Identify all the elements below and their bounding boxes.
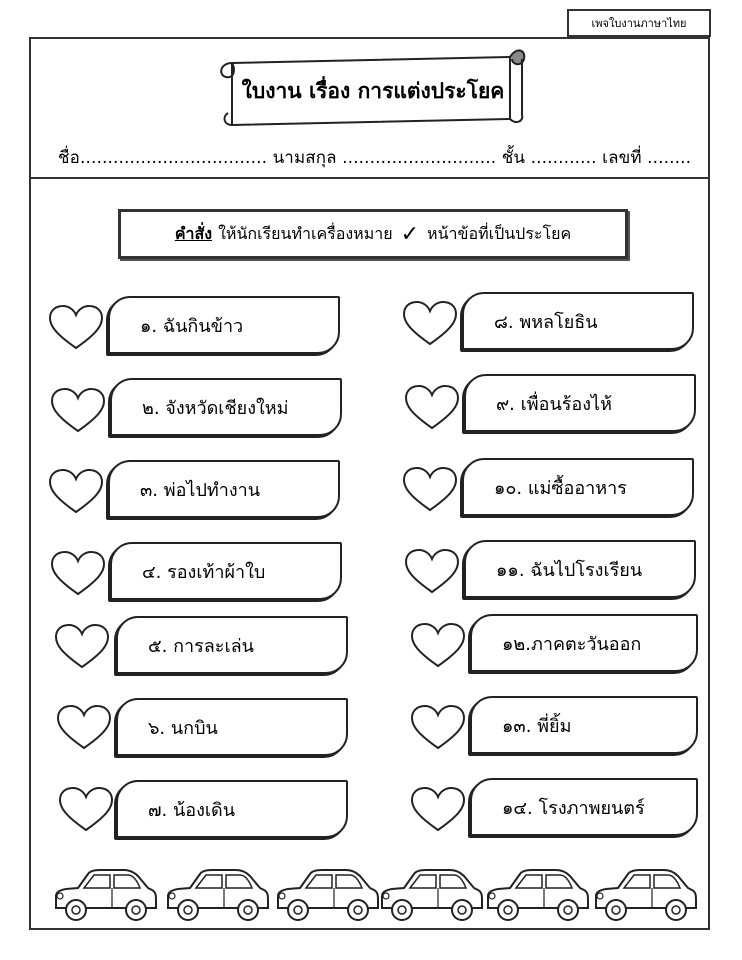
checkmark-icon: ✓ [400,221,420,247]
sentence-box: ๑. ฉันกินข้าว [108,296,340,354]
instruction-label: คำสั่ง [174,223,213,243]
sentence-box: ๒. จังหวัดเชียงใหม่ [110,378,342,436]
student-info-line: ชื่อ.................................. นามสกุล ............................ ชั้น ............ เลขที่ ........ [58,148,692,168]
sentence-box: ๑๐. แม่ซื้ออาหาร [462,458,694,516]
heart-checkbox-icon[interactable] [50,550,106,596]
heart-checkbox-icon[interactable] [54,623,110,669]
heart-checkbox-icon[interactable] [48,468,104,514]
heart-checkbox-icon[interactable] [410,622,466,668]
instruction-box [118,209,628,259]
heart-checkbox-icon[interactable] [48,304,104,350]
sentence-box: ๖. นกบิน [116,698,348,756]
heart-checkbox-icon[interactable] [410,786,466,832]
sentence-box: ๓. พ่อไปทำงาน [108,460,340,518]
corner-tag: เพจใบงานภาษาไทย [567,9,711,37]
heart-checkbox-icon[interactable] [410,704,466,750]
sentence-box: ๔. รองเท้าผ้าใบ [110,542,342,600]
sentence-box: ๙. เพื่อนร้องไห้ [464,374,696,432]
instruction-text-after: หน้าข้อที่เป็นประโยค [427,223,572,243]
heart-checkbox-icon[interactable] [402,466,458,512]
heart-checkbox-icon[interactable] [50,387,106,433]
sentence-box: ๑๓. พี่ยิ้ม [470,696,698,754]
heart-checkbox-icon[interactable] [56,704,112,750]
heart-checkbox-icon[interactable] [404,548,460,594]
heart-checkbox-icon[interactable] [58,786,114,832]
instruction-text-before: ให้นักเรียนทำเครื่องหมาย [218,223,393,243]
heart-checkbox-icon[interactable] [402,300,458,346]
sentence-box: ๘. พหลโยธิน [462,292,694,350]
sentence-box: ๕. การละเล่น [116,616,348,674]
sentence-box: ๑๔. โรงภาพยนตร์ [470,778,698,836]
worksheet-title: ใบงาน เรื่อง การแต่งประโยค [241,78,505,103]
car-border-decoration [48,862,698,924]
header-divider [29,177,710,179]
sentence-box: ๗. น้องเดิน [116,780,348,838]
sentence-box: ๑๒.ภาคตะวันออก [470,614,698,672]
heart-checkbox-icon[interactable] [404,384,460,430]
sentence-box: ๑๑. ฉันไปโรงเรียน [464,540,696,598]
